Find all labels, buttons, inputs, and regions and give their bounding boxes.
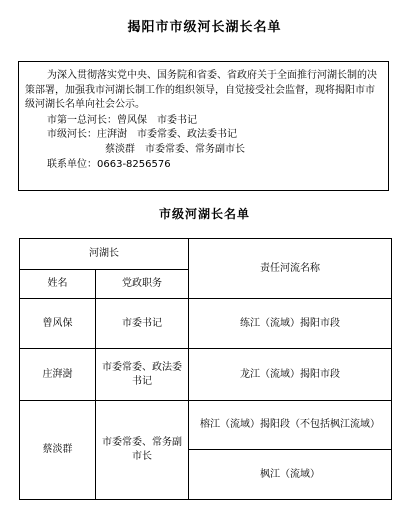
river-chief-name: 庄湃澍 xyxy=(97,129,127,141)
name-cell: 庄湃澍 xyxy=(20,349,96,401)
table-row xyxy=(20,299,392,349)
post-cell: 市委书记 xyxy=(96,299,189,349)
table-row xyxy=(20,349,392,401)
notice-paragraph: 为深入贯彻落实党中央、国务院和省委、省政府关于全面推行河湖长制的决策部署，加强我市河湖长制工作的组织领导，自觉接受社会监督，现将揭阳市市级河湖长名单向社会公示。 xyxy=(25,70,377,111)
river-chief-line xyxy=(25,143,380,158)
contact-label: 联系单位： xyxy=(47,158,97,170)
header-group-cell: 河湖长 xyxy=(20,239,189,270)
river-chief-title: 市委常委、常务副市长 xyxy=(145,143,245,155)
header-post-cell: 党政职务 xyxy=(96,270,189,299)
name-cell: 蔡淡群 xyxy=(20,401,96,500)
name-cell: 曾风保 xyxy=(20,299,96,349)
river-chief-table xyxy=(19,238,392,500)
chief-title: 市委书记 xyxy=(157,114,197,126)
river-cell: 榕江（流域）揭阳段（不包括枫江流域） xyxy=(189,401,392,450)
river-chief-label: 市级河长： xyxy=(47,129,97,141)
chief-label: 市第一总河长： xyxy=(47,114,117,126)
post-cell: 市委常委、常务副市长 xyxy=(96,401,189,500)
river-chief-line xyxy=(25,128,380,143)
river-cell: 枫江（流域） xyxy=(189,450,392,500)
page-title: 揭阳市市级河长湖长名单 xyxy=(127,20,282,35)
notice-box xyxy=(18,61,389,191)
river-chief-name: 蔡淡群 xyxy=(105,143,135,155)
contact-phone: 0663-8256576 xyxy=(97,158,171,170)
section-title: 市级河湖长名单 xyxy=(158,207,250,221)
chief-name: 曾风保 xyxy=(117,114,147,126)
river-chief-title: 市委常委、政法委书记 xyxy=(137,129,237,141)
river-cell: 龙江（流域）揭阳市段 xyxy=(189,349,392,401)
river-cell: 练江（流域）揭阳市段 xyxy=(189,299,392,349)
chief-line xyxy=(25,114,380,129)
header-river-cell: 责任河流名称 xyxy=(189,239,392,299)
table-header-row xyxy=(20,239,392,270)
contact-line xyxy=(25,158,380,173)
table-row xyxy=(20,401,392,450)
post-cell: 市委常委、政法委书记 xyxy=(96,349,189,401)
header-name-cell: 姓名 xyxy=(20,270,96,299)
